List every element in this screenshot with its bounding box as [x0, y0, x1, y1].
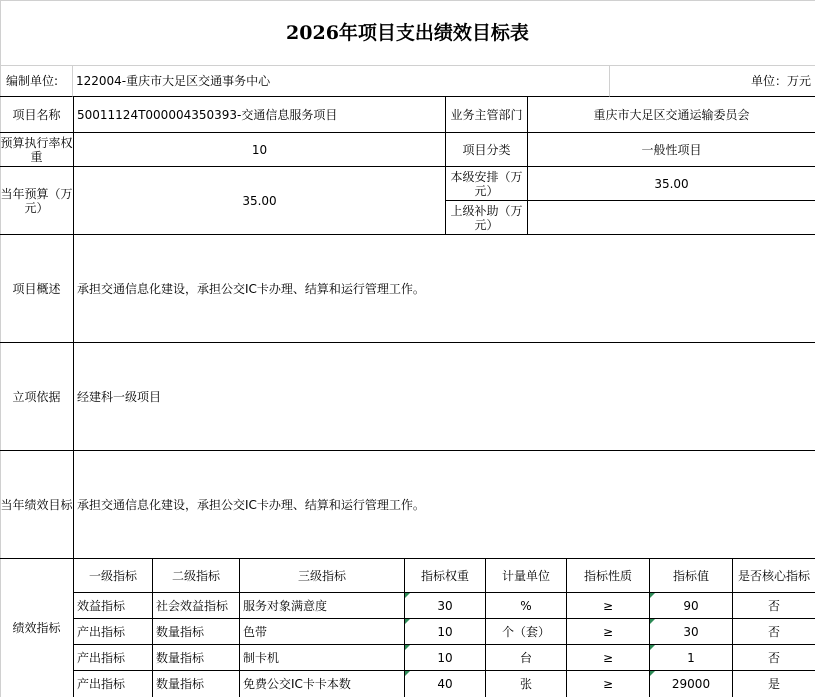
goal-value: 承担交通信息化建设，承担公交IC卡办理、结算和运行管理工作。 — [74, 451, 815, 559]
subsidy-value — [528, 201, 815, 235]
table-cell: 40 — [405, 671, 486, 697]
indicator-header: 指标值 — [650, 559, 733, 593]
table-cell: 色带 — [240, 619, 405, 645]
table-cell: ≥ — [567, 619, 650, 645]
table-cell: 10 — [405, 645, 486, 671]
table-cell: 29000 — [650, 671, 733, 697]
table-cell: 服务对象满意度 — [240, 593, 405, 619]
table-cell: % — [486, 593, 567, 619]
indicator-header: 指标性质 — [567, 559, 650, 593]
table-cell: 产出指标 — [74, 671, 153, 697]
table-cell: 台 — [486, 645, 567, 671]
category-value: 一般性项目 — [528, 133, 815, 167]
table-cell: 30 — [405, 593, 486, 619]
table-cell: 否 — [733, 619, 815, 645]
table-cell: 数量指标 — [153, 671, 240, 697]
project-name-value: 50011124T000004350393-交通信息服务项目 — [74, 97, 446, 133]
table-cell: 数量指标 — [153, 645, 240, 671]
subsidy-label: 上级补助（万元） — [446, 201, 528, 235]
overview-value: 承担交通信息化建设，承担公交IC卡办理、结算和运行管理工作。 — [74, 235, 815, 343]
table-cell: 免费公交IC卡卡本数 — [240, 671, 405, 697]
indicator-header: 一级指标 — [74, 559, 153, 593]
table-cell: 效益指标 — [74, 593, 153, 619]
category-label: 项目分类 — [446, 133, 528, 167]
table-cell: 产出指标 — [74, 619, 153, 645]
budget-label: 当年预算（万元） — [0, 167, 74, 235]
local-value: 35.00 — [528, 167, 815, 201]
org-label: 编制单位: — [0, 66, 73, 97]
page-title: 2026年项目支出绩效目标表 — [0, 0, 815, 66]
table-cell: ≥ — [567, 593, 650, 619]
table-cell: 否 — [733, 645, 815, 671]
unit-label: 单位：万元 — [610, 66, 815, 97]
indicator-header: 二级指标 — [153, 559, 240, 593]
table-cell: 张 — [486, 671, 567, 697]
table-cell: ≥ — [567, 671, 650, 697]
exec-rate-value: 10 — [74, 133, 446, 167]
table-cell: 否 — [733, 593, 815, 619]
goal-label: 当年绩效目标 — [0, 451, 74, 559]
dept-label: 业务主管部门 — [446, 97, 528, 133]
basis-label: 立项依据 — [0, 343, 74, 451]
budget-value: 35.00 — [74, 167, 446, 235]
indicator-header: 指标权重 — [405, 559, 486, 593]
table-cell: 30 — [650, 619, 733, 645]
table-cell: 个（套） — [486, 619, 567, 645]
table-cell: 数量指标 — [153, 619, 240, 645]
project-name-label: 项目名称 — [0, 97, 74, 133]
table-cell: 是 — [767, 677, 780, 691]
overview-label: 项目概述 — [0, 235, 74, 343]
dept-value: 重庆市大足区交通运输委员会 — [528, 97, 815, 133]
table-cell: 1 — [650, 645, 733, 671]
indicator-label: 绩效指标 — [0, 559, 74, 697]
basis-value: 经建科一级项目 — [74, 343, 815, 451]
table-cell: 社会效益指标 — [153, 593, 240, 619]
exec-rate-label: 预算执行率权重 — [0, 133, 74, 167]
table-cell: ≥ — [567, 645, 650, 671]
indicator-header: 计量单位 — [486, 559, 567, 593]
indicator-header: 三级指标 — [240, 559, 405, 593]
indicator-header: 是否核心指标 — [733, 559, 815, 593]
local-label: 本级安排（万元） — [446, 167, 528, 201]
table-cell: 产出指标 — [74, 645, 153, 671]
table-cell: 10 — [405, 619, 486, 645]
org-value: 122004-重庆市大足区交通事务中心 — [73, 66, 610, 97]
table-cell: 90 — [650, 593, 733, 619]
table-cell: 制卡机 — [240, 645, 405, 671]
